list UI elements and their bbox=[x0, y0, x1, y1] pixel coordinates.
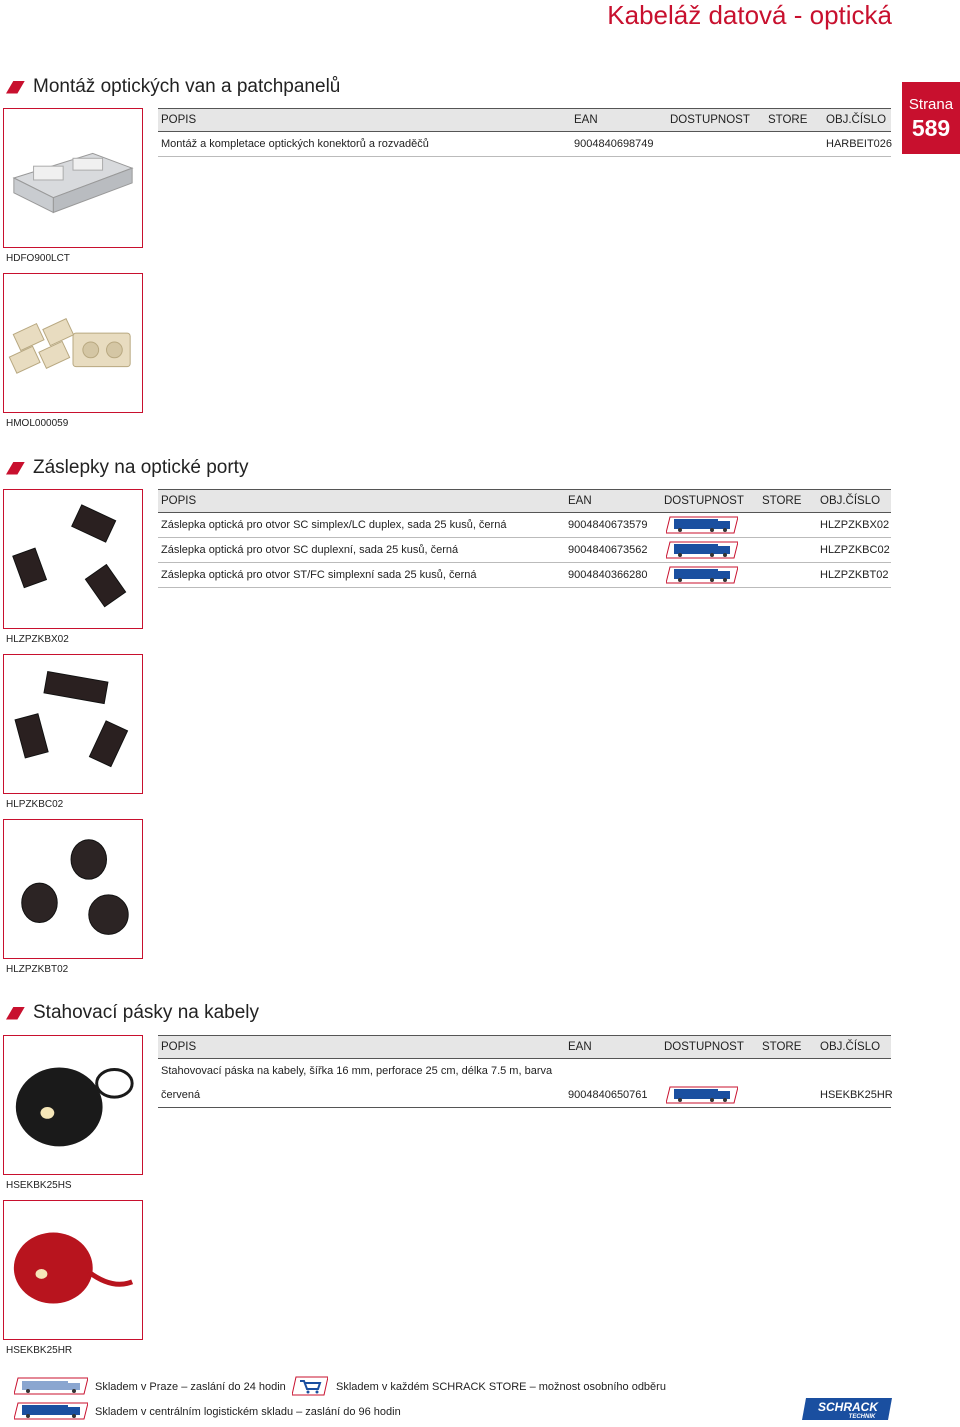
product-image-optical-box bbox=[3, 108, 143, 248]
table-header bbox=[158, 489, 891, 513]
page-number: 589 bbox=[911, 115, 951, 141]
page-title: Kabeláž datová - optická bbox=[607, 0, 892, 30]
col-dostupnost: DOSTUPNOST bbox=[670, 114, 750, 126]
row-ean: 9004840673579 bbox=[568, 519, 648, 531]
col-popis: POPIS bbox=[161, 1041, 197, 1053]
product-code: HDFO900LCT bbox=[6, 253, 70, 264]
table-row bbox=[158, 513, 891, 538]
row-obj: HLZPZKBT02 bbox=[820, 569, 889, 581]
col-store: STORE bbox=[762, 495, 802, 507]
row-popis: červená bbox=[161, 1089, 201, 1101]
product-table-zaslepky bbox=[158, 489, 891, 588]
product-image-coupler bbox=[3, 273, 143, 413]
table-row bbox=[158, 132, 891, 157]
row-obj: HSEKBK25HR bbox=[820, 1089, 893, 1101]
page-label: Strana bbox=[908, 96, 954, 113]
logo-sub-text: TECHNIK bbox=[848, 1414, 876, 1420]
section-title: Montáž optických van a patchpanelů bbox=[33, 76, 341, 97]
optical-box-image bbox=[4, 109, 142, 247]
section-heading-zaslepky bbox=[6, 455, 248, 481]
section-marker-icon bbox=[6, 1007, 25, 1020]
row-popis: Záslepka optická pro otvor SC simplex/LC duplex, sada 25 kusů, černá bbox=[161, 519, 507, 531]
truck-availability-icon bbox=[666, 566, 738, 584]
legend-central: Skladem v centrálním logistickém skladu – zaslání do 96 hodin bbox=[95, 1406, 401, 1418]
col-ean: EAN bbox=[574, 114, 598, 126]
row-popis: Záslepka optická pro otvor ST/FC simplexní sada 25 kusů, černá bbox=[161, 569, 477, 581]
coupler-image bbox=[4, 274, 142, 412]
col-store: STORE bbox=[768, 114, 808, 126]
table-row bbox=[158, 538, 891, 563]
page-number-badge bbox=[902, 82, 960, 154]
truck-availability-icon bbox=[666, 516, 738, 534]
section-title: Záslepky na optické porty bbox=[33, 457, 249, 478]
col-obj: OBJ.ČÍSLO bbox=[826, 114, 887, 126]
col-dostupnost: DOSTUPNOST bbox=[664, 495, 744, 507]
product-code: HLZPZKBT02 bbox=[6, 964, 69, 975]
row-popis: Montáž a kompletace optických konektorů a rozvaděčů bbox=[161, 138, 429, 150]
col-ean: EAN bbox=[568, 495, 592, 507]
row-ean: 9004840673562 bbox=[568, 544, 648, 556]
dust-cap-image bbox=[4, 490, 142, 628]
product-code: HLZPZKBX02 bbox=[6, 634, 69, 645]
product-table-montaz bbox=[158, 108, 891, 157]
logo-main-text: SCHRACK bbox=[818, 1400, 878, 1414]
row-obj: HLZPZKBC02 bbox=[820, 544, 890, 556]
truck-24h-icon bbox=[14, 1377, 88, 1395]
legend-prague: Skladem v Praze – zaslání do 24 hodin bbox=[95, 1381, 286, 1393]
shopping-cart-icon bbox=[292, 1376, 328, 1396]
schrack-logo-icon bbox=[802, 1396, 892, 1422]
row-ean: 9004840650761 bbox=[568, 1089, 648, 1101]
section-heading-montaz bbox=[6, 74, 340, 100]
row-popis: Záslepka optická pro otvor SC duplexní, sada 25 kusů, černá bbox=[161, 544, 459, 556]
table-header bbox=[158, 1035, 891, 1059]
black-tape-roll-image bbox=[4, 1036, 142, 1174]
product-code: HSEKBK25HR bbox=[6, 1345, 73, 1356]
col-store: STORE bbox=[762, 1041, 802, 1053]
col-dostupnost: DOSTUPNOST bbox=[664, 1041, 744, 1053]
truck-availability-icon bbox=[666, 541, 738, 559]
product-code: HLPZKBC02 bbox=[6, 799, 64, 810]
section-marker-icon bbox=[6, 81, 25, 94]
dust-cap-image bbox=[4, 655, 142, 793]
row-obj: HLZPZKBX02 bbox=[820, 519, 890, 531]
col-obj: OBJ.ČÍSLO bbox=[820, 1041, 881, 1053]
table-row bbox=[158, 563, 891, 588]
table-row bbox=[158, 1059, 891, 1083]
red-tape-roll-image bbox=[4, 1201, 142, 1339]
product-image-red-tape bbox=[3, 1200, 143, 1340]
product-table-stahovaci bbox=[158, 1035, 891, 1108]
row-popis: Stahovovací páska na kabely, šířka 16 mm, perforace 25 cm, délka 7.5 m, barva bbox=[161, 1065, 553, 1077]
round-cap-image bbox=[4, 820, 142, 958]
product-image-dust-cap bbox=[3, 654, 143, 794]
section-marker-icon bbox=[6, 462, 25, 475]
col-ean: EAN bbox=[568, 1041, 592, 1053]
col-popis: POPIS bbox=[161, 114, 197, 126]
schrack-logo bbox=[802, 1396, 892, 1422]
product-image-round-cap bbox=[3, 819, 143, 959]
product-code: HSEKBK25HS bbox=[6, 1180, 72, 1191]
section-title: Stahovací pásky na kabely bbox=[33, 1002, 260, 1023]
row-obj: HARBEIT026 bbox=[826, 138, 893, 150]
col-popis: POPIS bbox=[161, 495, 197, 507]
product-image-black-tape bbox=[3, 1035, 143, 1175]
product-image-dust-cap bbox=[3, 489, 143, 629]
truck-availability-icon bbox=[666, 1086, 738, 1104]
truck-96h-icon bbox=[14, 1402, 88, 1420]
legend-store: Skladem v každém SCHRACK STORE – možnost osobního odběru bbox=[336, 1381, 666, 1393]
table-row bbox=[158, 1083, 891, 1108]
row-ean: 9004840698749 bbox=[574, 138, 654, 150]
row-ean: 9004840366280 bbox=[568, 569, 648, 581]
product-code: HMOL000059 bbox=[6, 418, 69, 429]
section-heading-stahovaci bbox=[6, 1000, 259, 1026]
table-header bbox=[158, 108, 891, 132]
col-obj: OBJ.ČÍSLO bbox=[820, 495, 881, 507]
